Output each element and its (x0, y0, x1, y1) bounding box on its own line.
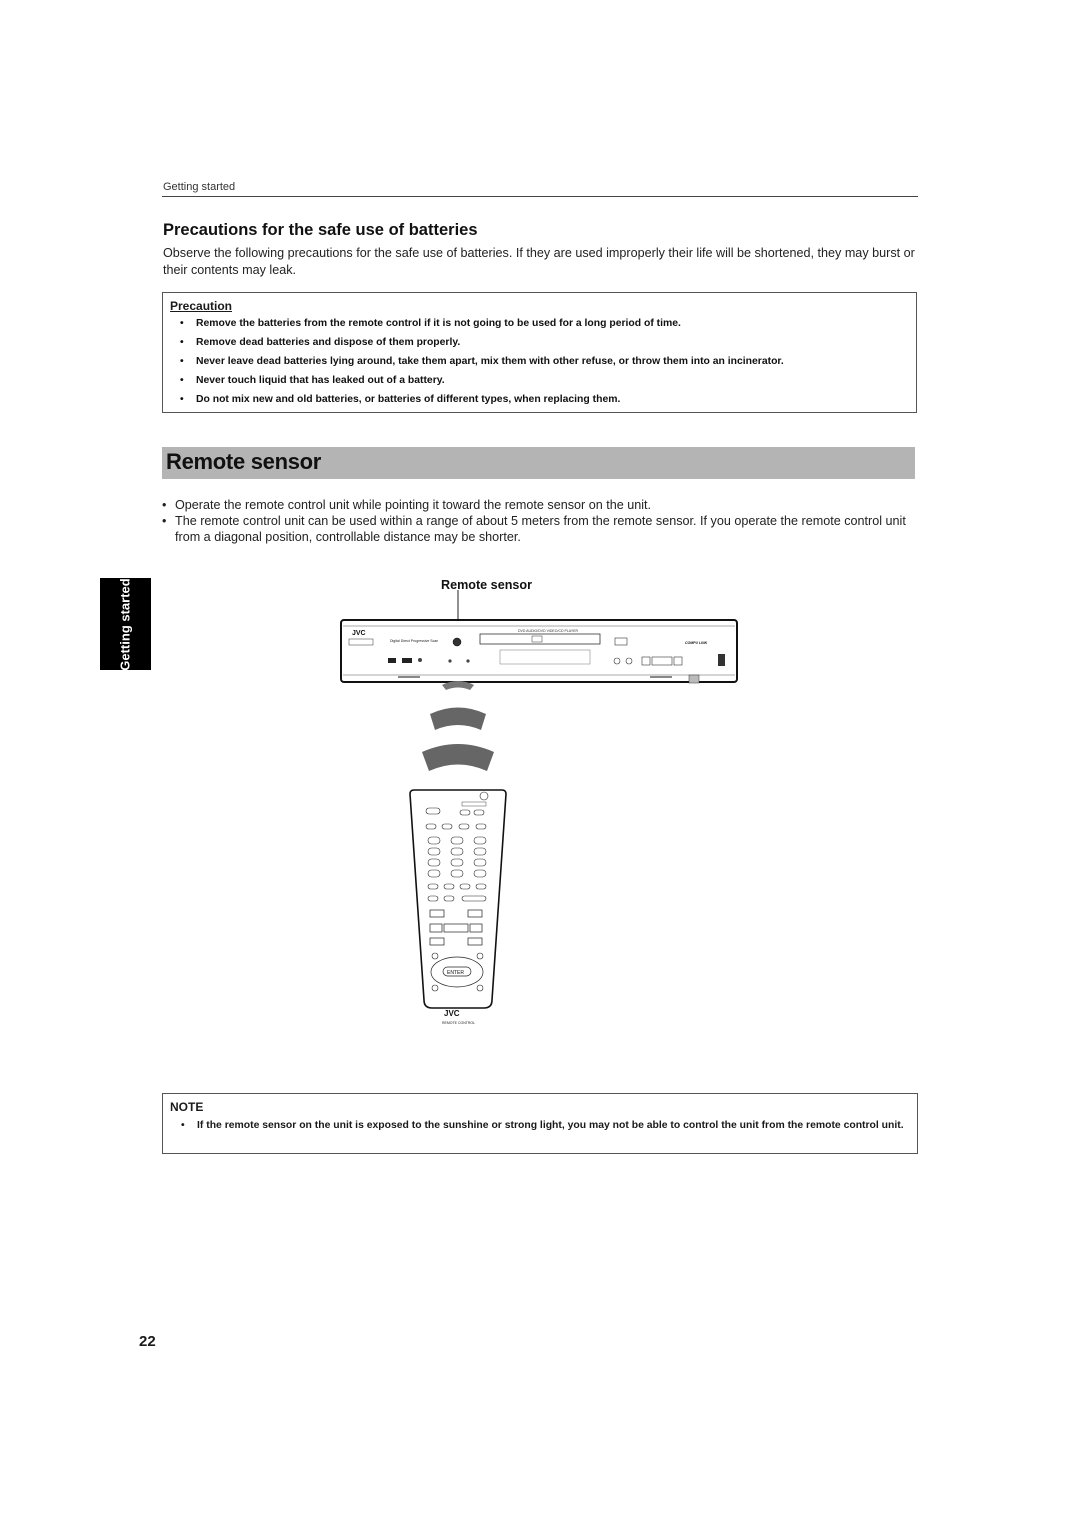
header-rule (162, 196, 918, 197)
side-tab-label-wrap (100, 578, 151, 670)
remote-sensor-illustration (340, 588, 740, 1038)
page-number: 22 (139, 1333, 156, 1350)
player-title: DVD AUDIO/DVD VIDEO/CD PLAYER (518, 629, 579, 633)
compu-link: COMPU LINK (685, 641, 708, 645)
bullet-item: • Operate the remote control unit while pointing it toward the remote sensor on the unit. (162, 497, 914, 513)
precaution-item: • Never touch liquid that has leaked out of a battery. (180, 375, 905, 387)
remote-caption: REMOTE CONTROL (442, 1021, 476, 1025)
section-intro: Observe the following precautions for the safe use of batteries. If they are used improperly their life will be shortened, they may burst or their contents may leak. (163, 246, 915, 277)
band-title: Remote sensor (166, 449, 322, 474)
remote-brand: JVC (444, 1009, 460, 1018)
precaution-item: • Never leave dead batteries lying around, take them apart, mix them with other refuse, or throw them into an incinerator. (180, 356, 905, 368)
precaution-item: • Remove the batteries from the remote control if it is not going to be used for a long period of time. (180, 318, 905, 330)
remote-control-unit (410, 790, 506, 1025)
bullet-item: • The remote control unit can be used within a range of about 5 meters from the remote sensor. If you operate the remote control unit from a diagonal position, controllable distance may be shorter. (162, 513, 914, 545)
note-text: • If the remote sensor on the unit is exposed to the sunshine or strong light, you may not be able to control the unit from the remote control unit. (181, 1119, 917, 1132)
sensor-window (453, 638, 461, 646)
precaution-heading: Precaution (170, 299, 233, 313)
section-title: Precautions for the safe use of batteries (163, 221, 478, 239)
running-head: Getting started (163, 181, 236, 193)
dvd-player (341, 620, 737, 683)
figure-label: Remote sensor (441, 578, 532, 592)
note-heading: NOTE (170, 1100, 204, 1114)
precaution-item: • Do not mix new and old batteries, or batteries of different types, when replacing them. (180, 394, 905, 406)
enter-label: ENTER (447, 970, 464, 976)
precaution-list (180, 318, 905, 413)
signal-waves (422, 681, 494, 771)
side-tab-label: Getting started (118, 577, 133, 671)
precaution-item: • Remove dead batteries and dispose of them properly. (180, 337, 905, 349)
player-brand: JVC (352, 630, 366, 637)
player-subtitle: Digital Direct Progressive Scan (390, 639, 439, 643)
remote-bullets (162, 497, 914, 545)
